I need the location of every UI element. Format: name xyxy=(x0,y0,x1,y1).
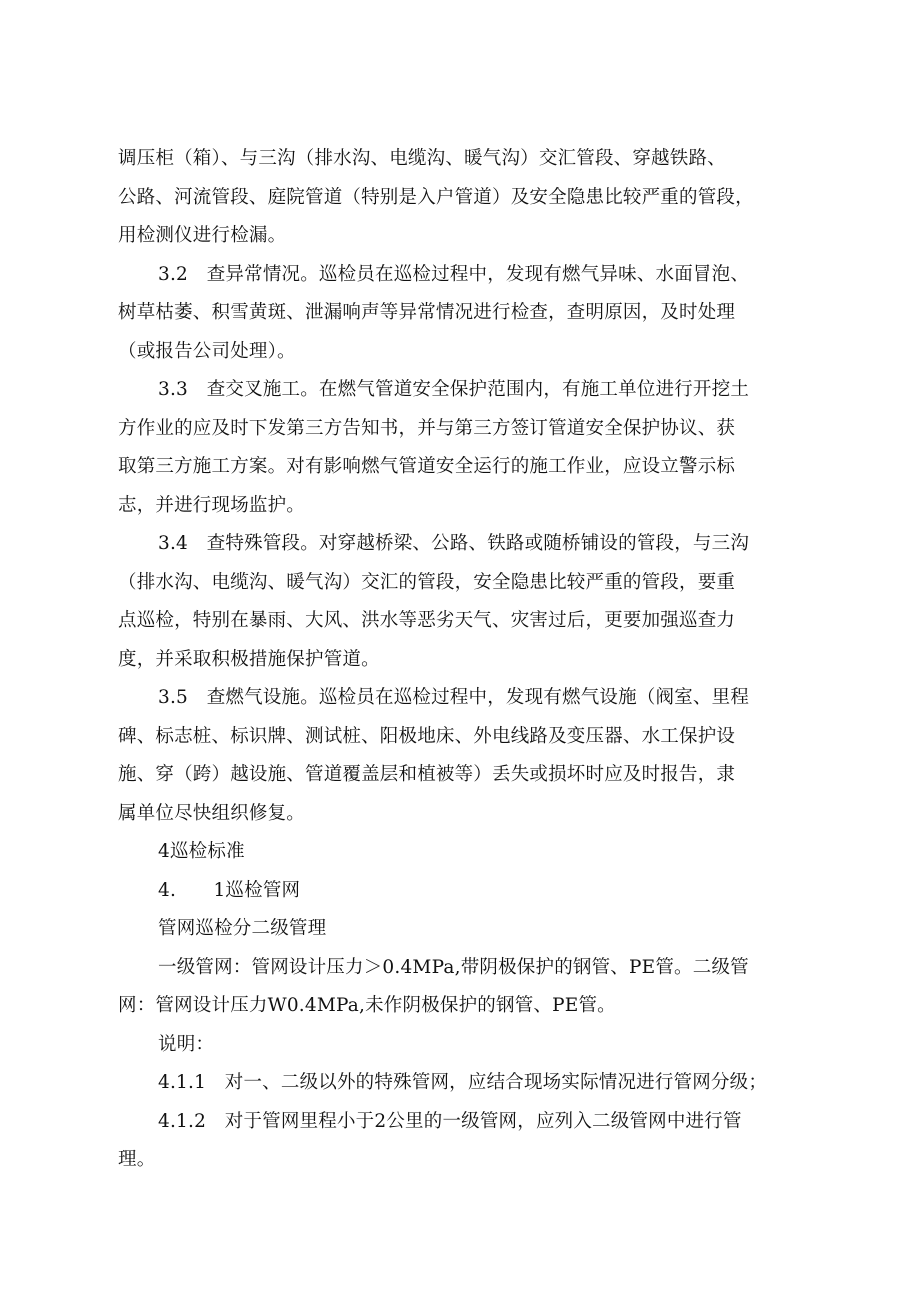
text-line: 4.1.1 对一、二级以外的特殊管网，应结合现场实际情况进行管网分级； xyxy=(158,1072,768,1093)
text-line: 取第三方施工方案。对有影响燃气管道安全运行的施工作业，应设立警示标 xyxy=(118,456,736,477)
text-line: 3.3 查交叉施工。在燃气管道安全保护范围内，有施工单位进行开挖土 xyxy=(158,379,750,400)
text-line: 一级管网：管网设计压力＞0.4MPa,带阴极保护的钢管、PE管。二级管 xyxy=(158,956,749,978)
paragraph-3-5 xyxy=(118,679,798,833)
text-line: 网：管网设计压力W0.4MPa,未作阴极保护的钢管、PE管。 xyxy=(118,995,616,1016)
text-line: 碑、标志桩、标识牌、测试桩、阳极地床、外电线路及变压器、水工保护设 xyxy=(118,725,736,747)
text-line: 3.4 查特殊管段。对穿越桥梁、公路、铁路或随桥铺设的管段，与三沟 xyxy=(158,533,750,554)
text-line: 4.1.2 对于管网里程小于2公里的一级管网，应列入二级管网中进行管 xyxy=(158,1110,742,1132)
text-line: 方作业的应及时下发第三方告知书，并与第三方签订管道安全保护协议、获 xyxy=(118,417,736,439)
text-line: （排水沟、电缆沟、暖气沟）交汇的管段，安全隐患比较严重的管段，要重 xyxy=(118,571,736,593)
text-line: 管网巡检分二级管理 xyxy=(158,918,327,939)
paragraph-4-1-2 xyxy=(118,1103,798,1180)
paragraph-4-1-1 xyxy=(118,1064,798,1103)
text-line: 说明： xyxy=(158,1033,215,1055)
paragraph-inspection-scope xyxy=(118,140,798,256)
paragraph-3-4 xyxy=(118,525,798,679)
heading-4-inspection-standard xyxy=(118,833,798,872)
text-line: （或报告公司处理）。 xyxy=(118,340,296,362)
heading-4-1-inspection-network xyxy=(118,872,798,911)
text-line: 调压柜（箱）、与三沟（排水沟、电缆沟、暖气沟）交汇管段、穿越铁路、 xyxy=(118,148,726,169)
text-line: 点巡检，特别在暴雨、大风、洪水等恶劣天气、灾害过后，更要加强巡查力 xyxy=(118,610,736,631)
paragraph-network-levels xyxy=(118,949,798,1026)
paragraph-3-3 xyxy=(118,371,798,525)
text-line: 用检测仪进行检漏。 xyxy=(118,225,287,246)
text-line: 4. 1巡检管网 xyxy=(158,879,301,901)
text-line: 度，并采取积极措施保护管道。 xyxy=(118,648,380,670)
text-line: 树草枯萎、积雪黄斑、泄漏响声等异常情况进行检查，查明原因，及时处理 xyxy=(118,302,736,323)
paragraph-two-level-management xyxy=(118,910,798,949)
text-line: 4巡检标准 xyxy=(158,841,245,862)
text-line: 理。 xyxy=(118,1149,156,1170)
text-line: 施、穿（跨）越设施、管道覆盖层和植被等）丢失或损坏时应及时报告，隶 xyxy=(118,764,736,785)
text-line: 3.5 查燃气设施。巡检员在巡检过程中，发现有燃气设施（阀室、里程 xyxy=(158,687,750,708)
paragraph-notes-label xyxy=(118,1026,798,1065)
document-body xyxy=(118,140,798,1180)
paragraph-3-2 xyxy=(118,256,798,372)
text-line: 3.2 查异常情况。巡检员在巡检过程中，发现有燃气异味、水面冒泡、 xyxy=(158,263,750,285)
text-line: 属单位尽快组织修复。 xyxy=(118,802,306,824)
text-line: 公路、河流管段、庭院管道（特别是入户管道）及安全隐患比较严重的管段， xyxy=(118,186,754,208)
text-line: 志，并进行现场监护。 xyxy=(118,494,306,516)
